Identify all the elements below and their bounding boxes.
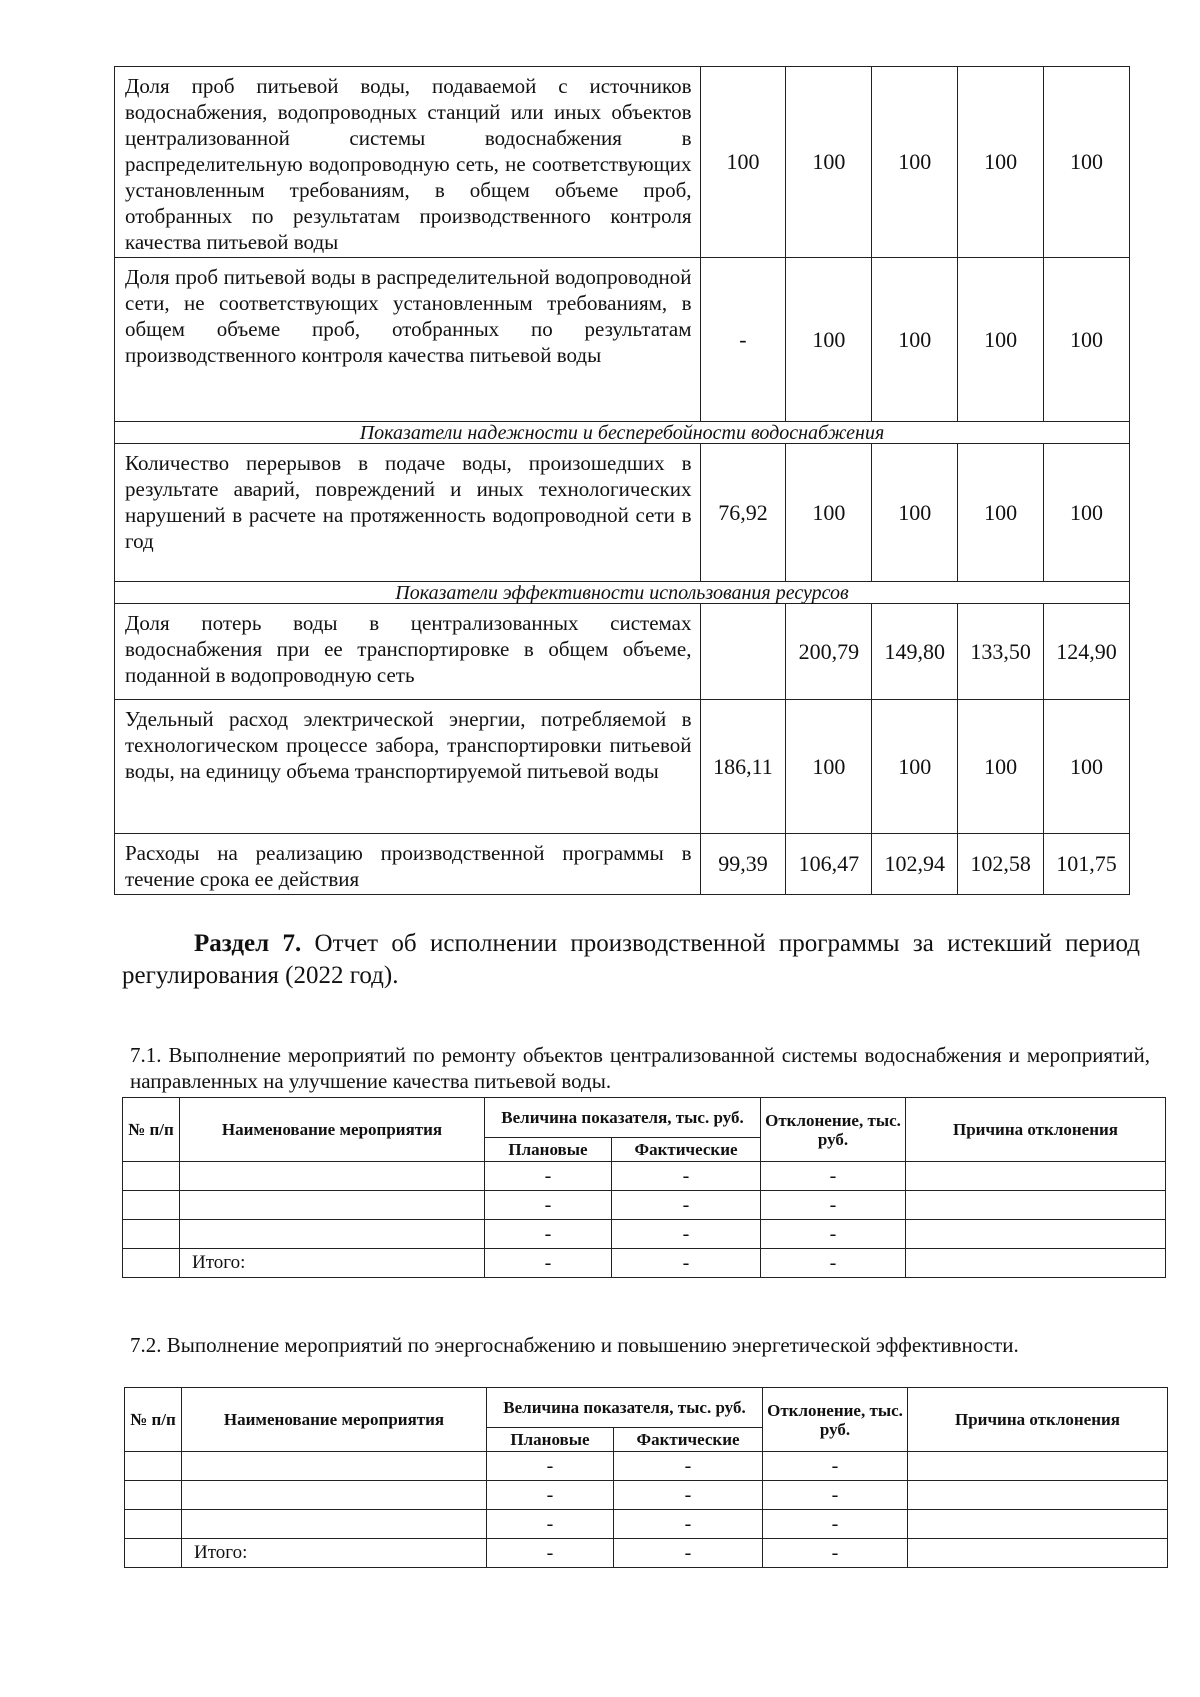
header-num: № п/п (125, 1388, 182, 1452)
indicator-value: 149,80 (872, 604, 958, 700)
cell-actual: - (612, 1191, 761, 1220)
cell-reason (906, 1191, 1166, 1220)
cell-actual: - (612, 1249, 761, 1278)
cell-planned: - (485, 1191, 612, 1220)
cell-name: Итого: (180, 1249, 485, 1278)
indicator-value: 99,39 (700, 834, 786, 895)
indicator-value: 100 (958, 444, 1044, 582)
cell-actual: - (614, 1510, 763, 1539)
cell-num (125, 1539, 182, 1568)
table-row (125, 1481, 1168, 1510)
indicator-desc: Удельный расход электрической энергии, потребляемой в технологическом процессе забора, транспортировки питьевой воды, на единицу объема транспортируемой питьевой воды (115, 700, 701, 834)
indicator-value: 100 (958, 67, 1044, 258)
cell-reason (908, 1481, 1168, 1510)
subsection-7-1-title: 7.1. Выполнение мероприятий по ремонту объектов централизованной системы водоснабжения и мероприятий, направленных на улучшение качества питьевой воды. (130, 1043, 1150, 1093)
cell-deviation: - (763, 1510, 908, 1539)
indicator-desc: Доля проб питьевой воды в распределительной водопроводной сети, не соответствующих установленным требованиям, в общем объеме проб, отобранных по результатам производственного контроля качества питьевой воды (115, 258, 701, 422)
indicator-value: 100 (700, 67, 786, 258)
header-deviation: Отклонение, тыс. руб. (761, 1098, 906, 1162)
table-row (125, 1452, 1168, 1481)
cell-deviation: - (761, 1162, 906, 1191)
indicator-value: - (700, 258, 786, 422)
cell-num (123, 1249, 180, 1278)
table-row (123, 1220, 1166, 1249)
indicator-row (115, 700, 1130, 834)
cell-actual: - (614, 1481, 763, 1510)
indicator-value: 100 (872, 67, 958, 258)
cell-planned: - (487, 1452, 614, 1481)
cell-deviation: - (761, 1249, 906, 1278)
cell-num (125, 1452, 182, 1481)
table-row (125, 1510, 1168, 1539)
indicator-desc: Количество перерывов в подаче воды, произошедших в результате аварий, повреждений и иных технологических нарушений в расчете на протяженность водопроводной сети в год (115, 444, 701, 582)
indicator-value: 100 (958, 700, 1044, 834)
header-reason: Причина отклонения (906, 1098, 1166, 1162)
indicator-value: 100 (1044, 258, 1130, 422)
header-planned: Плановые (487, 1428, 614, 1452)
cell-num (123, 1220, 180, 1249)
header-deviation: Отклонение, тыс. руб. (763, 1388, 908, 1452)
indicator-value: 100 (1044, 700, 1130, 834)
indicator-value: 76,92 (700, 444, 786, 582)
indicator-value: 200,79 (786, 604, 872, 700)
indicator-value (700, 604, 786, 700)
indicator-row (115, 444, 1130, 582)
table-7-1 (122, 1097, 1166, 1278)
indicator-row (115, 67, 1130, 258)
indicator-value: 106,47 (786, 834, 872, 895)
indicator-value: 100 (786, 258, 872, 422)
cell-actual: - (614, 1452, 763, 1481)
cell-reason (908, 1539, 1168, 1568)
cell-name (182, 1510, 487, 1539)
subsection-7-2-title: 7.2. Выполнение мероприятий по энергоснабжению и повышению энергетической эффективности. (130, 1333, 1019, 1357)
indicator-value: 100 (872, 444, 958, 582)
header-num: № п/п (123, 1098, 180, 1162)
indicator-value: 100 (1044, 67, 1130, 258)
indicator-value: 100 (1044, 444, 1130, 582)
header-reason: Причина отклонения (908, 1388, 1168, 1452)
cell-planned: - (487, 1481, 614, 1510)
indicator-value: 102,94 (872, 834, 958, 895)
cell-name: Итого: (182, 1539, 487, 1568)
table-row (123, 1162, 1166, 1191)
header-value: Величина показателя, тыс. руб. (485, 1098, 761, 1138)
indicator-value: 101,75 (1044, 834, 1130, 895)
header-actual: Фактические (614, 1428, 763, 1452)
section-heading (122, 928, 1140, 992)
indicator-value: 186,11 (700, 700, 786, 834)
indicator-row (115, 834, 1130, 895)
cell-name (182, 1481, 487, 1510)
cell-planned: - (485, 1220, 612, 1249)
cell-num (123, 1162, 180, 1191)
section-title-efficiency: Показатели эффективности использования ресурсов (115, 582, 1130, 604)
header-actual: Фактические (612, 1138, 761, 1162)
cell-reason (908, 1452, 1168, 1481)
cell-actual: - (614, 1539, 763, 1568)
cell-planned: - (485, 1162, 612, 1191)
cell-deviation: - (763, 1481, 908, 1510)
cell-name (180, 1162, 485, 1191)
cell-reason (908, 1510, 1168, 1539)
cell-planned: - (487, 1510, 614, 1539)
indicator-value: 100 (786, 700, 872, 834)
cell-actual: - (612, 1220, 761, 1249)
indicator-value: 100 (786, 444, 872, 582)
table-row (123, 1191, 1166, 1220)
cell-reason (906, 1220, 1166, 1249)
cell-num (125, 1510, 182, 1539)
header-planned: Плановые (485, 1138, 612, 1162)
header-name: Наименование мероприятия (182, 1388, 487, 1452)
indicator-value: 100 (872, 258, 958, 422)
section-text: Отчет об исполнении производственной программы за истекший период регулирования (2022 год). (122, 930, 1141, 989)
cell-name (182, 1452, 487, 1481)
header-value: Величина показателя, тыс. руб. (487, 1388, 763, 1428)
section-label: Раздел 7. (194, 930, 302, 957)
indicator-desc: Доля потерь воды в централизованных системах водоснабжения при ее транспортировке в общем объеме, поданной в водопроводную сеть (115, 604, 701, 700)
cell-name (180, 1191, 485, 1220)
table-row-total (125, 1539, 1168, 1568)
indicator-value: 100 (958, 258, 1044, 422)
cell-num (125, 1481, 182, 1510)
indicator-value: 124,90 (1044, 604, 1130, 700)
cell-deviation: - (763, 1539, 908, 1568)
indicator-desc: Доля проб питьевой воды, подаваемой с источников водоснабжения, водопроводных станций или иных объектов централизованной системы водоснабжения в распределительную водопроводную сеть, не соответствующих установленным требованиям, в общем объеме проб, отобранных по результатам производственного контроля качества питьевой воды (115, 67, 701, 258)
cell-deviation: - (763, 1452, 908, 1481)
cell-planned: - (485, 1249, 612, 1278)
indicator-row (115, 604, 1130, 700)
table-7-2 (124, 1387, 1168, 1568)
cell-deviation: - (761, 1220, 906, 1249)
cell-deviation: - (761, 1191, 906, 1220)
section-title-reliability: Показатели надежности и бесперебойности водоснабжения (115, 422, 1130, 444)
indicator-value: 102,58 (958, 834, 1044, 895)
indicator-value: 100 (786, 67, 872, 258)
cell-planned: - (487, 1539, 614, 1568)
cell-reason (906, 1249, 1166, 1278)
cell-actual: - (612, 1162, 761, 1191)
indicator-row (115, 258, 1130, 422)
cell-num (123, 1191, 180, 1220)
indicator-value: 133,50 (958, 604, 1044, 700)
indicator-desc: Расходы на реализацию производственной программы в течение срока ее действия (115, 834, 701, 895)
cell-name (180, 1220, 485, 1249)
header-name: Наименование мероприятия (180, 1098, 485, 1162)
indicators-table (114, 66, 1130, 895)
indicator-value: 100 (872, 700, 958, 834)
cell-reason (906, 1162, 1166, 1191)
table-row-total (123, 1249, 1166, 1278)
